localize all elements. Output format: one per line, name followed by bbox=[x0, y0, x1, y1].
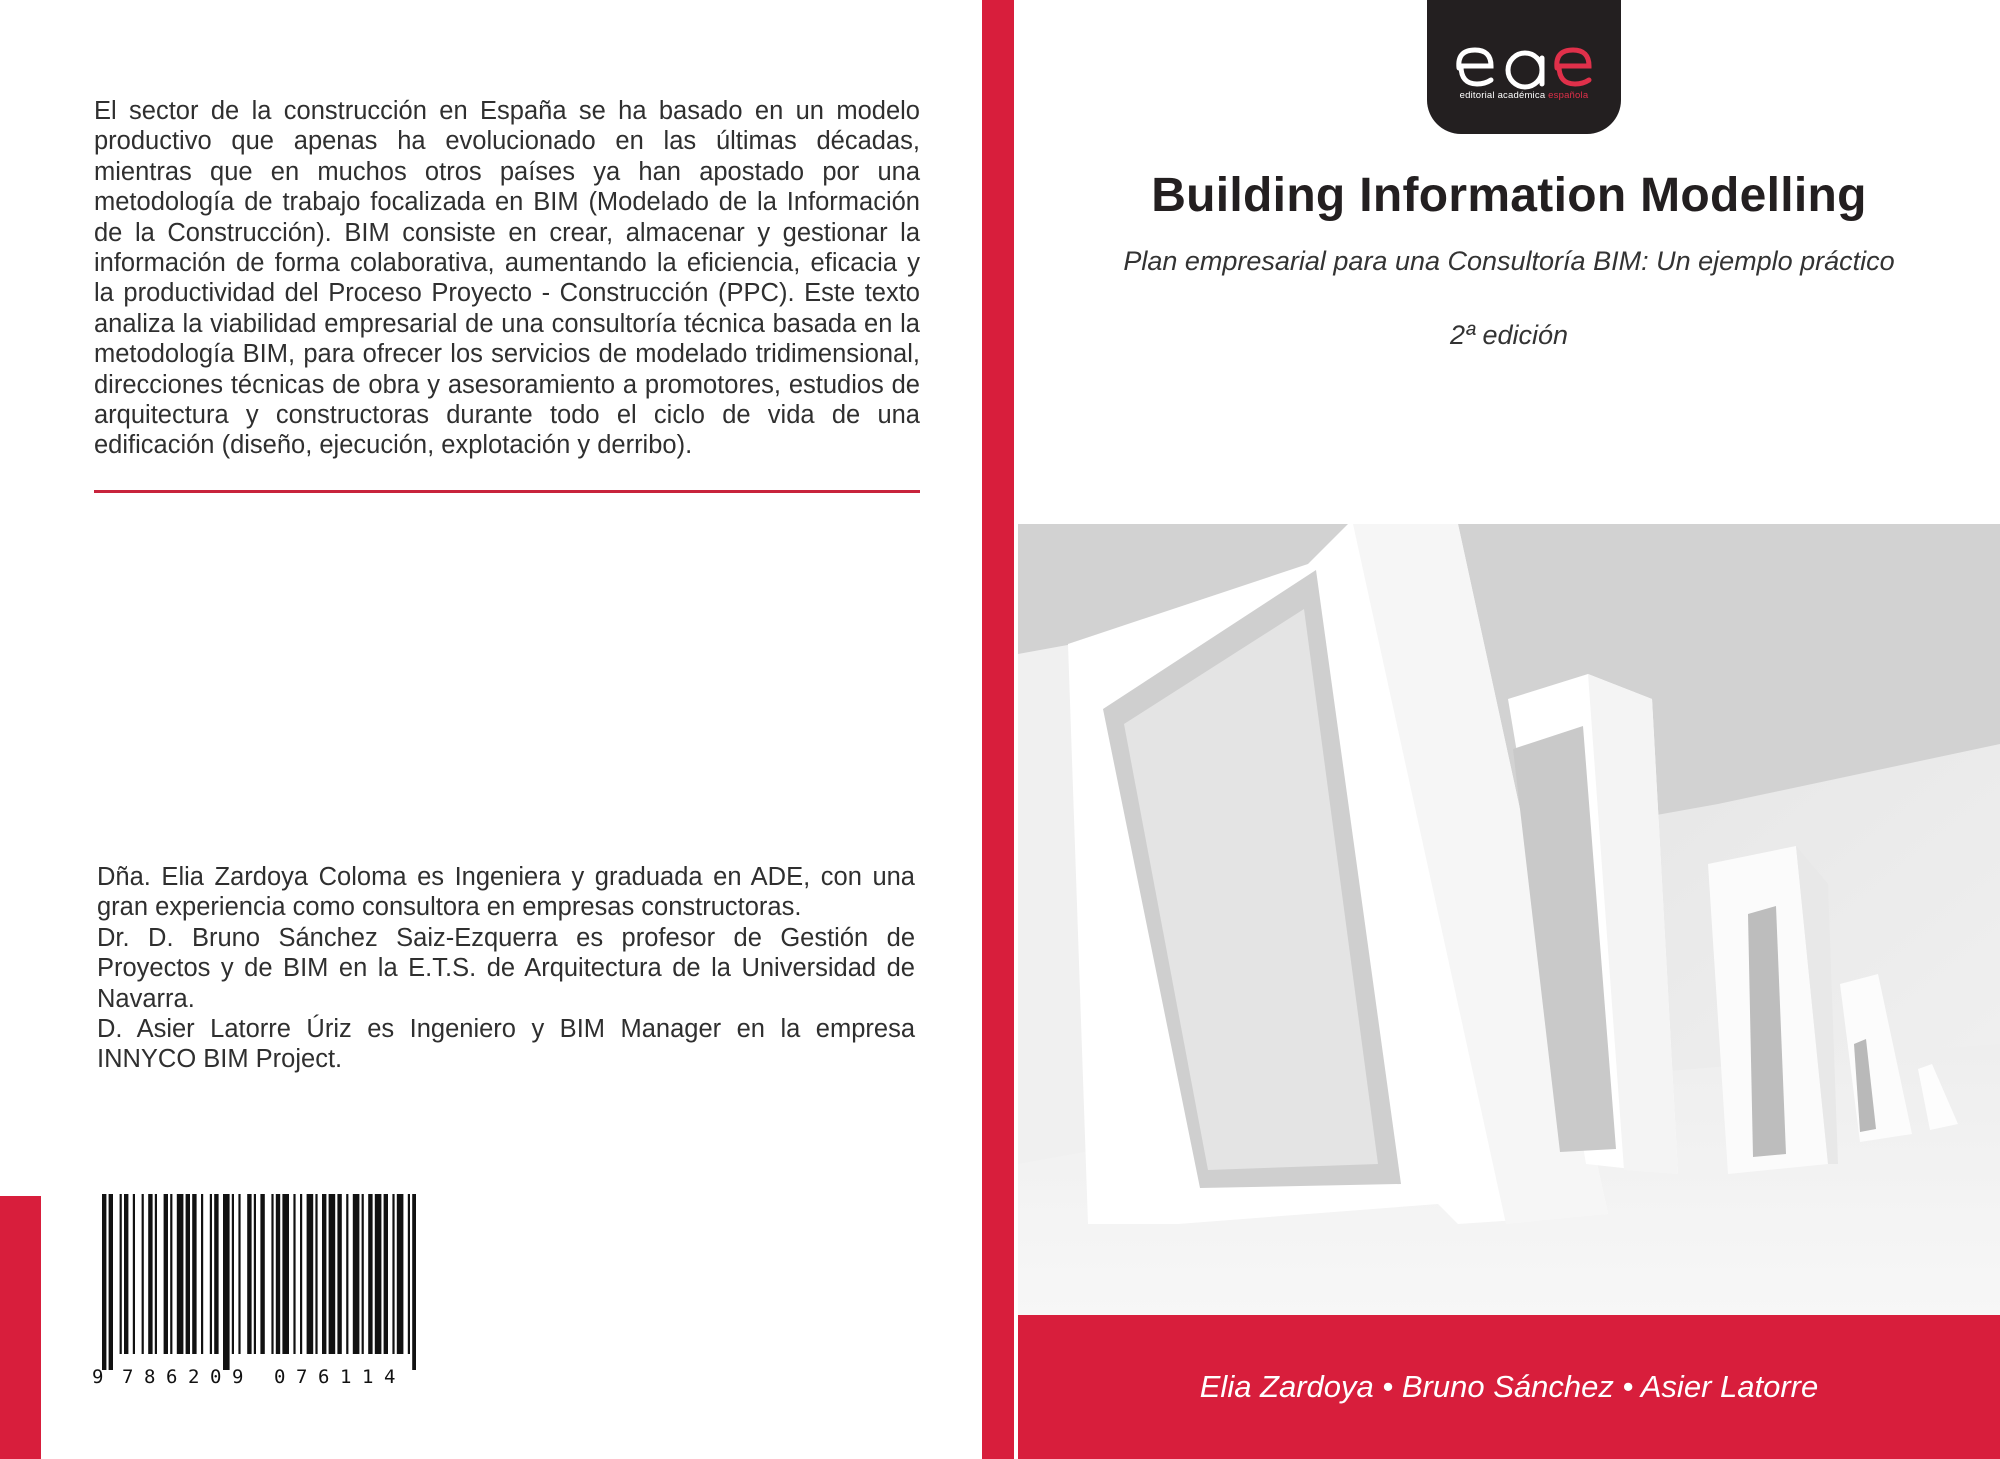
barcode-bar bbox=[170, 1194, 172, 1354]
book-spine bbox=[982, 0, 1014, 1459]
barcode-bar bbox=[412, 1194, 416, 1370]
barcode-bar bbox=[155, 1194, 157, 1354]
isbn-digit: 0 bbox=[274, 1366, 286, 1388]
barcode-bar bbox=[201, 1194, 203, 1354]
barcode-bar bbox=[271, 1194, 273, 1354]
isbn-digit: 0 bbox=[210, 1366, 222, 1388]
barcode-bar bbox=[337, 1194, 341, 1354]
isbn-number bbox=[92, 1366, 426, 1390]
barcode-bar bbox=[192, 1194, 196, 1354]
barcode-bar bbox=[142, 1194, 144, 1354]
isbn-digit: 7 bbox=[296, 1366, 308, 1388]
isbn-digit: 9 bbox=[232, 1366, 244, 1388]
barcode-bar bbox=[223, 1194, 230, 1370]
barcode-bar bbox=[276, 1194, 280, 1354]
barcode-bar bbox=[362, 1194, 364, 1354]
barcode-bar bbox=[260, 1194, 264, 1354]
barcode-bar bbox=[254, 1194, 256, 1354]
book-authors: Elia Zardoya • Bruno Sánchez • Asier Latorre bbox=[1199, 1369, 1819, 1404]
book-title: Building Information Modelling bbox=[1151, 169, 1867, 222]
cover-architecture-image bbox=[1018, 524, 2000, 1315]
book-subtitle: Plan empresarial para una Consultoría BIM: Un ejemplo práctico bbox=[1123, 246, 1895, 276]
author-bio: D. Asier Latorre Úriz es Ingeniero y BIM Manager en la empresa INNYCO BIM Project. bbox=[97, 1015, 915, 1074]
barcode-bar bbox=[315, 1194, 317, 1354]
barcode-bar bbox=[232, 1194, 234, 1354]
barcode-bar bbox=[346, 1194, 348, 1354]
barcode-bar bbox=[120, 1194, 122, 1354]
barcode-bar bbox=[109, 1194, 113, 1370]
barcode-bar bbox=[384, 1194, 388, 1354]
isbn-digit: 1 bbox=[362, 1366, 374, 1388]
back-cover-red-tab bbox=[0, 1196, 41, 1459]
barcode-bar bbox=[408, 1194, 410, 1354]
barcode-bar bbox=[186, 1194, 190, 1354]
back-cover-divider bbox=[94, 490, 920, 493]
barcode-bar bbox=[368, 1194, 372, 1354]
barcode-bar bbox=[133, 1194, 135, 1354]
barcode-bar bbox=[397, 1194, 404, 1354]
barcode-bar bbox=[375, 1194, 382, 1354]
isbn-digit: 6 bbox=[166, 1366, 178, 1388]
barcode-bar bbox=[164, 1194, 168, 1354]
book-edition: 2ª edición bbox=[1449, 320, 1569, 350]
publisher-name-accent: española bbox=[1548, 90, 1589, 101]
isbn-digit: 4 bbox=[384, 1366, 396, 1388]
barcode-bar bbox=[322, 1194, 326, 1354]
back-cover-blurb: El sector de la construcción en España se ha basado en un modelo productivo que apenas ha evolucionado en las últimas décadas, mientras que en muchos otros países ya han apostado por una metodología de trabajo focalizada en BIM (Modelado de la Información de la Construcción). BIM consiste en crear, almacenar y gestionar la información de forma colaborativa, aumentando la eficiencia, eficacia y la productividad del Proceso Proyecto - Construcción (PPC). Este texto analiza la viabilidad empresarial de una consultoría técnica basada en la metodología BIM, para ofrecer los servicios de modelado tridimensional, direcciones técnicas de obra y asesoramiento a promotores, estudios de arquitectura y constructoras durante todo el ciclo de vida de una edificación (diseño, ejecución, explotación y derribo). bbox=[94, 97, 920, 460]
barcode-bars bbox=[102, 1194, 416, 1370]
barcode-bar bbox=[282, 1194, 289, 1354]
barcode-bar bbox=[307, 1194, 314, 1354]
barcode-bar bbox=[300, 1194, 302, 1354]
barcode-bar bbox=[124, 1194, 128, 1354]
publisher-logo bbox=[1427, 0, 1621, 134]
publisher-name: editorial académica bbox=[1459, 90, 1549, 101]
barcode-bar bbox=[177, 1194, 184, 1354]
barcode-bar bbox=[247, 1194, 251, 1354]
authors-band bbox=[1018, 1315, 2000, 1459]
barcode-bar bbox=[293, 1194, 295, 1354]
isbn-digit: 1 bbox=[340, 1366, 352, 1388]
isbn-barcode bbox=[92, 1194, 426, 1394]
barcode-bar bbox=[214, 1194, 218, 1354]
barcode-bar bbox=[329, 1194, 336, 1354]
barcode-bar bbox=[148, 1194, 152, 1354]
isbn-digit: 8 bbox=[144, 1366, 156, 1388]
barcode-bar bbox=[210, 1194, 212, 1354]
isbn-digit: 9 bbox=[92, 1366, 104, 1388]
isbn-digit: 2 bbox=[188, 1366, 200, 1388]
back-cover bbox=[0, 0, 982, 1459]
publisher-logo-mark bbox=[1427, 0, 1621, 134]
barcode-bar bbox=[238, 1194, 240, 1354]
author-bios bbox=[97, 862, 915, 1075]
author-bio: Dr. D. Bruno Sánchez Saiz-Ezquerra es profesor de Gestión de Proyectos y de BIM en la E.T.S. de Arquitectura de la Universidad de Navarra. bbox=[97, 923, 915, 1013]
barcode-bar bbox=[102, 1194, 106, 1370]
author-bio: Dña. Elia Zardoya Coloma es Ingeniera y graduada en ADE, con una gran experiencia como consultora en empresas constructoras. bbox=[97, 863, 915, 922]
barcode-bar bbox=[353, 1194, 360, 1354]
barcode-bar bbox=[392, 1194, 394, 1354]
isbn-digit: 6 bbox=[318, 1366, 330, 1388]
isbn-digit: 7 bbox=[122, 1366, 134, 1388]
publisher-logo-caption bbox=[1427, 90, 1621, 101]
